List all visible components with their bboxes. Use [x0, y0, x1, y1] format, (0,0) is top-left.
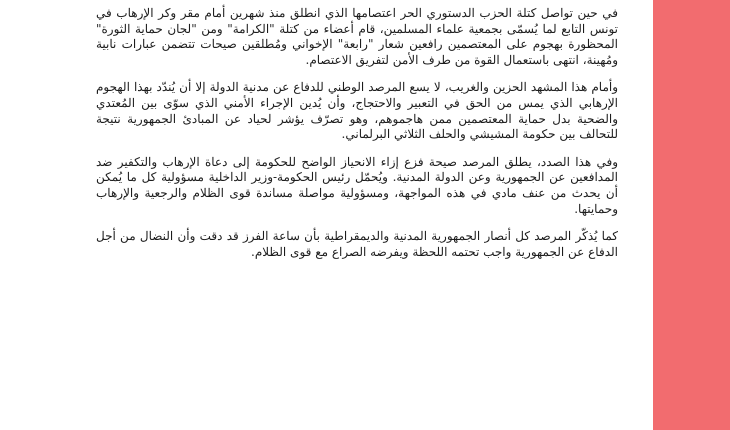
statement-body	[96, 6, 618, 260]
paragraph-2: وأمام هذا المشهد الحزين والغريب، لا يسع المرصد الوطني للدفاع عن مدنية الدولة إلا أن يُندّد بهذا الهجوم الإرهابي الذي يمس من الحق في التعبير والاحتجاج، وأن يُدين الإجراء الأمني الذي سوّى بين المُعتدي والضحية بدل حماية المعتصمين ممن هاجموهم، وهو تصرّف يؤشر لحياد عن المبادئ الجمهورية نتيجة للتحالف بين حكومة المشيشي والحلف الثلاثي البرلماني.	[96, 80, 618, 142]
paragraph-1: في حين تواصل كتلة الحزب الدستوري الحر اعتصامها الذي انطلق منذ شهرين أمام مقر وكر الإرهاب في تونس التابع لما يُسمّى بجمعية علماء المسلمين، قام أعضاء من كتلة "الكرامة" ومن "لجان حماية الثورة" المحظورة بهجوم على المعتصمين رافعين شعار "رابعة" الإخواني ومُطلقين صيحات تتضمن عبارات نابية ومُهينة، انتهى باستعمال القوة من طرف الأمن لتفريق الاعتصام.	[96, 6, 618, 67]
paragraph-3: وفي هذا الصدد، يطلق المرصد صيحة فزع إزاء الانحياز الواضح للحكومة إلى دعاة الإرهاب والتكفير ضد المدافعين عن الجمهورية وعن الدولة المدنية. ويُحمّل رئيس الحكومة-وزير الداخلية مسؤولية كل ما يُمكن أن يحدث من عنف مادي في هذه المواجهة، ومسؤولية مواصلة مساندة قوى الظلام والرجعية والإرهاب وحمايتها.	[96, 154, 618, 216]
paragraph-4: كما يُذكّر المرصد كل أنصار الجمهورية المدنية والديمقراطية بأن ساعة الفرز قد دقت وأن النضال من أجل الدفاع عن الجمهورية واجب تحتمه اللحظة ويفرضه الصراع مع قوى الظلام.	[96, 229, 618, 259]
red-side-band	[653, 0, 730, 430]
